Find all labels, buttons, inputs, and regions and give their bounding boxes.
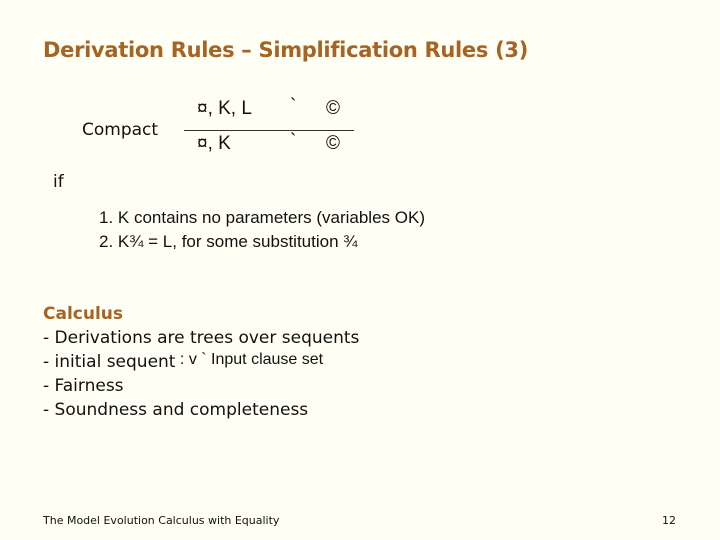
premise-right: © xyxy=(326,98,340,119)
footer-title: The Model Evolution Calculus with Equality xyxy=(43,514,280,527)
conclusion-turnstile: ` xyxy=(290,131,297,152)
bullet-derivations: - Derivations are trees over sequents xyxy=(43,328,360,348)
calculus-heading: Calculus xyxy=(43,304,124,324)
rule-name: Compact xyxy=(82,120,159,140)
conclusion-left: ¤, K xyxy=(197,133,231,154)
premise-left: ¤, K, L xyxy=(197,98,252,119)
conclusion-right: © xyxy=(326,133,340,154)
premise-turnstile: ` xyxy=(290,96,297,117)
initial-sequent-formula: : v ` Input clause set xyxy=(175,351,324,368)
slide-title: Derivation Rules – Simplification Rules (3) xyxy=(43,38,528,62)
page-number: 12 xyxy=(662,514,676,527)
condition-1: 1. K contains no parameters (variables OK) xyxy=(99,208,425,227)
bullet-fairness: - Fairness xyxy=(43,376,124,396)
if-keyword: if xyxy=(53,172,64,192)
inference-line xyxy=(184,130,354,131)
bullet-initial-sequent xyxy=(43,352,323,372)
condition-2: 2. K¾ = L, for some substitution ¾ xyxy=(99,232,358,251)
bullet-initial-sequent-text: - initial sequent xyxy=(43,352,176,372)
bullet-soundness: - Soundness and completeness xyxy=(43,400,309,420)
